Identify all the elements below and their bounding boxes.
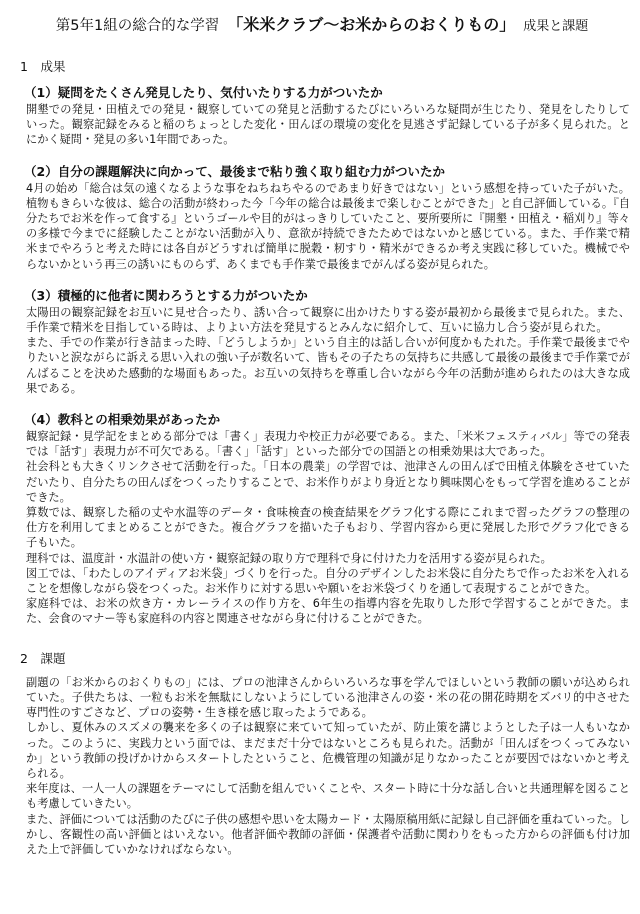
title-suffix: 成果と課題	[523, 19, 589, 34]
item-2-paragraph-1: 4月の始め「総合は気の遠くなるような事をねちねちやるのであまり好きではない」という感想を持っていた子がいた。植物もきらいな彼は、総合の活動が終わった今「今年の総合は最後まで楽しむことができた」と自己評価している。『自分たちでお米を作って食する』というゴールや目的がはっきりしていたこと、要所要所に『開墾・田植え・稲刈り』等々の多様で今までに経験したことがない活動が入り、意欲が持続できたためではないかと感じている。また、手作業で精米までやろうと考えた時には各自がどうすれば簡単に脱穀・籾すり・精米ができるか考え実践に移していた。機械でやらないかという再三の誘いにものらず、あくまでも手作業で最後までがんばる姿が見られた。	[26, 181, 630, 271]
section-1-heading: 1 成果	[20, 59, 66, 74]
item-3-paragraph-1: 太陽田の観察記録をお互いに見せ合ったり、誘い合って観察に出かけたりする姿が最初から最後まで見られた。また、手作業で精米を目指している時は、よりよい方法を発見するとみんなに紹介して、互いに協力し合う姿が見られた。	[26, 305, 630, 335]
item-3	[14, 286, 630, 396]
item-4-paragraph-5: 図工では、「わたしのアイディアお米袋」づくりを行った。自分のデザインしたお米袋に自分たちで作ったお米を入れることを想像しながら袋をつくった。お米作りに対する思いや願いをお米袋づくりを通して表現することができた。	[26, 566, 630, 596]
item-4-paragraph-2: 社会科とも大きくリンクさせて活動を行った。「日本の農業」の学習では、池津さんの田んぼで田植え体験をさせていただいたり、自分たちの田んぼをつくったりすることで、お米作りがより身近となり興味関心をもって学習を進めることができた。	[26, 460, 630, 504]
section-2-heading: 2 課題	[20, 650, 66, 666]
item-4-paragraph-3: 算数では、観察した稲の丈や水温等のデータ・食味検査の検査結果をグラフ化する際にこれまで習ったグラフの整理の仕方を利用してまとめることができた。複合グラフを描いた子もおり、学習内容から更に発展した形でグラフ化できる子もいた。	[26, 506, 630, 550]
item-1-heading: （1）疑問をたくさん発見したり、気付いたりする力がついたか	[24, 85, 383, 100]
item-2-heading: （2）自分の課題解決に向かって、最後まで粘り強く取り組む力がついたか	[24, 163, 445, 179]
item-4-paragraph-4: 理科では、温度計・水温計の使い方・観察記録の取り方で理科で身に付けた力を活用する姿が見られた。	[26, 551, 552, 565]
item-2	[14, 162, 630, 272]
item-4	[14, 410, 630, 627]
item-1-paragraph-1: 開墾での発見・田植えでの発見・観察していての発見と活動するたびにいろいろな疑問が生じたり、発見をしたりしていった。観察記録をみると稲のちょっとした変化・田んぼの環境の変化を見逃さず記録している子が多く見られた。とにかく疑問・発見の多い1年間であった。	[26, 103, 630, 147]
item-3-paragraph-2: また、手での作業が行き詰まった時、「どうしようか」という自主的は話し合いが何度かもたれた。手作業で最後までやりたいと涙ながらに訴える思い入れの強い子が数名いて、皆もその子たちの気持ちに共感して最後の最後まで手作業でがんばることを決めた感動的な場面もあった。お互いの気持ちを尊重し合いながら今年の活動が進められたのは大きな成果である。	[26, 336, 630, 395]
section-2-paragraph-2: しかし、夏休みのスズメの襲来を多くの子は観察に来ていて知っていたが、防止策を講じようとした子は一人もいなかった。このように、実践力という面では、まだまだ十分ではないところも見られた。活動が「田んぼをつくってみないか」という教師の投げかけからスタートしたということ、危機管理の知識が足りなかったことが要因ではないかと考えられる。	[26, 721, 630, 780]
item-4-heading: （4）教科との相乗効果があったか	[24, 412, 221, 428]
section-2-body	[14, 675, 630, 857]
title-main: 「米米クラブ～お米からのおくりもの」	[227, 15, 516, 34]
section-2-paragraph-1: 副題の「お米からのおくりもの」には、プロの池津さんからいろいろな事を学んでほしいという教師の願いが込められていた。子供たちは、一粒もお米を無駄にしないようにしている池津さんの姿・米の花の開花時期をズバリ的中させた専門性のすごさなど、プロの姿勢・生き様を感じ取ったようである。	[26, 675, 630, 720]
item-4-paragraph-1: 観察記録・見学記をまとめる部分では「書く」表現力や校正力が必要である。また、「米米フェスティバル」等での発表では「話す」表現力が不可欠である。「書く」「話す」といった部分での国語との相乗効果は大であった。	[26, 430, 630, 459]
item-1	[14, 83, 630, 148]
document-title	[14, 12, 630, 35]
item-4-paragraph-6: 家庭科では、お米の炊き方・カレーライスの作り方を、6年生の指導内容を先取りした形で学習することができた。また、会食のマナー等も家庭科の内容と関連させながら身に付けることができた。	[26, 597, 630, 626]
section-2-paragraph-3: 来年度は、一人一人の課題をテーマにして活動を組んでいくことや、スタート時に十分な話し合いと共通理解を図ることも考慮していきたい。	[26, 782, 630, 811]
item-3-heading: （3）積極的に他者に関わろうとする力がついたか	[24, 287, 308, 303]
title-prefix: 第5年1組の総合的な学習	[55, 18, 220, 34]
section-2-paragraph-4: また、評価については活動のたびに子供の感想や思いを太陽カード・太陽原稿用紙に記録し自己評価を重ねていった。しかし、客観性の高い評価とはいえない。他者評価や教師の評価・保護者や活動に関わりをもった方からの評価も付け加えた上で評価していかなければならない。	[26, 812, 630, 856]
